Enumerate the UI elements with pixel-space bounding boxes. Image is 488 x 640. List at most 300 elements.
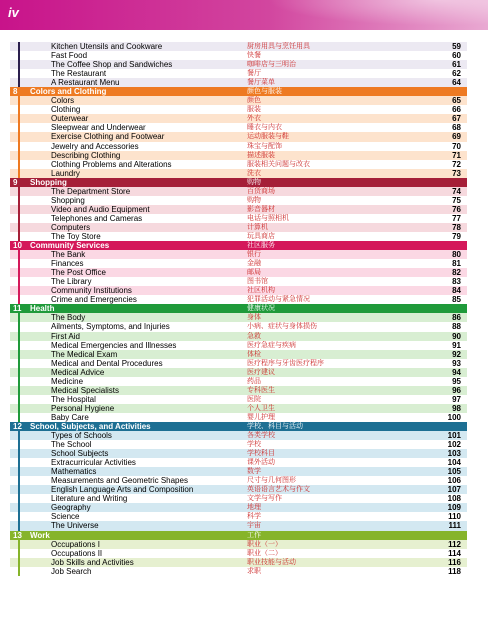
- page-number-ref: 83: [452, 277, 461, 287]
- topic-title: Medical Advice: [51, 367, 105, 377]
- topic-title-chinese: 百货商场: [247, 186, 275, 195]
- toc-entry[interactable]: [10, 196, 467, 205]
- header-decoration: [238, 0, 488, 30]
- toc-entry[interactable]: [10, 259, 467, 268]
- unit-color-bar-segment: [18, 467, 20, 476]
- toc-entry[interactable]: [10, 142, 467, 151]
- topic-title: Computers: [51, 222, 91, 232]
- unit-color-bar-segment: [18, 205, 20, 214]
- unit-color-bar-segment: [18, 377, 20, 386]
- page-number-ref: 88: [452, 322, 461, 332]
- unit-color-bar-segment: [18, 295, 20, 304]
- toc-entry[interactable]: [10, 567, 467, 576]
- topic-title: First Aid: [51, 331, 80, 341]
- topic-title-chinese: 医院: [247, 394, 261, 403]
- topic-title-chinese: 学校: [247, 440, 261, 449]
- page-number-ref: 69: [452, 132, 461, 142]
- topic-title-chinese: 银行: [247, 250, 261, 259]
- topic-title: Occupations I: [51, 539, 100, 549]
- toc-entry[interactable]: [10, 114, 467, 123]
- page-number-ref: 92: [452, 349, 461, 359]
- topic-title-chinese: 餐厅: [247, 69, 261, 78]
- topic-title: Sleepwear and Underwear: [51, 123, 146, 133]
- topic-title: Laundry: [51, 168, 80, 178]
- topic-title-chinese: 宇宙: [247, 521, 261, 530]
- unit-color-bar-segment: [18, 512, 20, 521]
- page-number-ref: 109: [447, 503, 461, 513]
- topic-title-chinese: 计算机: [247, 222, 268, 231]
- topic-title-chinese: 犯罪活动与紧急情况: [247, 295, 310, 304]
- topic-title: Medical and Dental Procedures: [51, 358, 163, 368]
- unit-section: [10, 42, 467, 87]
- unit-title: Shopping: [30, 177, 67, 187]
- toc-entry[interactable]: [10, 476, 467, 485]
- unit-color-bar-segment: [18, 386, 20, 395]
- topic-title-chinese: 职业（二）: [247, 548, 282, 557]
- topic-title-chinese: 邮局: [247, 268, 261, 277]
- topic-title-chinese: 外衣: [247, 114, 261, 123]
- toc-entry[interactable]: [10, 205, 467, 214]
- toc-entry[interactable]: [10, 78, 467, 87]
- unit-color-bar-segment: [18, 350, 20, 359]
- unit-header: [10, 304, 467, 313]
- topic-title-chinese: 影音器材: [247, 204, 275, 213]
- topic-title: Medical Emergencies and Illnesses: [51, 340, 177, 350]
- toc-entry[interactable]: [10, 449, 467, 458]
- unit-color-bar-segment: [18, 341, 20, 350]
- topic-title: The Coffee Shop and Sandwiches: [51, 60, 173, 70]
- unit-header-content: [10, 178, 467, 187]
- topic-title: Personal Hygiene: [51, 403, 115, 413]
- unit-color-bar-segment: [18, 123, 20, 132]
- toc-entry[interactable]: [10, 558, 467, 567]
- topic-title: Ailments, Symptoms, and Injuries: [51, 322, 170, 332]
- unit-color-bar-segment: [18, 332, 20, 341]
- topic-title: School Subjects: [51, 449, 109, 459]
- toc-entry[interactable]: [10, 512, 467, 521]
- topic-title: The Toy Store: [51, 231, 101, 241]
- unit-color-bar-segment: [18, 105, 20, 114]
- toc-entry[interactable]: [10, 549, 467, 558]
- page-number-ref: 59: [452, 42, 461, 51]
- unit-color-bar-segment: [18, 187, 20, 196]
- unit-color-bar-segment: [18, 259, 20, 268]
- page-number-ref: 74: [452, 186, 461, 196]
- unit-color-bar-segment: [18, 395, 20, 404]
- topic-title: Types of Schools: [51, 431, 112, 441]
- unit-number: 9: [13, 177, 18, 187]
- toc-entry[interactable]: [10, 485, 467, 494]
- topic-title-chinese: 玩具商店: [247, 231, 275, 240]
- topic-title: Kitchen Utensils and Cookware: [51, 42, 163, 51]
- topic-title: The Hospital: [51, 394, 96, 404]
- page-number-ref: 116: [448, 557, 461, 567]
- page-number-ref: 112: [448, 539, 461, 549]
- topic-title: Crime and Emergencies: [51, 295, 137, 305]
- unit-color-bar-segment: [18, 169, 20, 178]
- page-number-ref: 102: [447, 440, 461, 450]
- page-number-ref: 66: [452, 105, 461, 115]
- topic-title-chinese: 职业技能与活动: [247, 557, 296, 566]
- toc-entry[interactable]: [10, 232, 467, 241]
- topic-title: Colors: [51, 96, 75, 106]
- unit-number: 13: [13, 530, 22, 540]
- unit-title-chinese: 工作: [247, 530, 261, 539]
- topic-title-chinese: 珠宝与配饰: [247, 141, 282, 150]
- unit-header-content: [10, 531, 467, 540]
- page-number-ref: 95: [452, 376, 461, 386]
- toc-entry[interactable]: [10, 458, 467, 467]
- unit-color-bar-segment: [18, 567, 20, 576]
- toc-entry[interactable]: [10, 494, 467, 503]
- topic-title: Measurements and Geometric Shapes: [51, 476, 188, 486]
- toc-entry[interactable]: [10, 386, 467, 395]
- unit-title-chinese: 健康状况: [247, 304, 275, 313]
- unit-color-bar-segment: [18, 42, 20, 51]
- page-header-band: [0, 0, 488, 30]
- page-number-ref: 61: [452, 60, 461, 70]
- topic-title: Mathematics: [51, 467, 97, 477]
- unit-title: Work: [30, 530, 50, 540]
- topic-title: Geography: [51, 503, 91, 513]
- page-number-ref: 97: [452, 394, 461, 404]
- toc-entry[interactable]: [10, 322, 467, 331]
- toc-entry[interactable]: [10, 359, 467, 368]
- unit-color-bar-segment: [18, 359, 20, 368]
- unit-header: [10, 87, 467, 96]
- page-number-ref: 108: [447, 494, 461, 504]
- topic-title: Describing Clothing: [51, 150, 121, 160]
- page-number-ref: 80: [452, 250, 461, 260]
- topic-title: Outerwear: [51, 114, 89, 124]
- topic-title: The Bank: [51, 250, 86, 260]
- topic-title: The Universe: [51, 521, 99, 531]
- toc-entry[interactable]: [10, 521, 467, 530]
- unit-color-bar-segment: [18, 142, 20, 151]
- toc-entry[interactable]: [10, 395, 467, 404]
- unit-header: [10, 422, 467, 431]
- page-number-ref: 93: [452, 358, 461, 368]
- page-number-ref: 114: [448, 548, 461, 558]
- unit-color-bar-segment: [18, 458, 20, 467]
- topic-title-chinese: 电话与照相机: [247, 213, 289, 222]
- topic-title: Medical Specialists: [51, 385, 120, 395]
- toc-entry[interactable]: [10, 540, 467, 549]
- toc-entry[interactable]: [10, 151, 467, 160]
- page-number-ref: 76: [452, 204, 461, 214]
- topic-title-chinese: 身体: [247, 313, 261, 322]
- page-number-ref: 105: [447, 467, 461, 477]
- topic-title: The Body: [51, 313, 86, 323]
- topic-title-chinese: 体检: [247, 349, 261, 358]
- toc-entry[interactable]: [10, 503, 467, 512]
- toc-entry[interactable]: [10, 42, 467, 51]
- topic-title-chinese: 科学: [247, 512, 261, 521]
- topic-title: Telephones and Cameras: [51, 213, 143, 223]
- unit-section: [10, 422, 467, 531]
- toc-entry[interactable]: [10, 350, 467, 359]
- toc-entry[interactable]: [10, 313, 467, 322]
- unit-title-chinese: 颜色与服装: [247, 87, 282, 96]
- page-number-ref: 107: [447, 485, 461, 495]
- unit-color-bar-segment: [18, 494, 20, 503]
- page-number-ref: 79: [452, 231, 461, 241]
- topic-title-chinese: 学校科目: [247, 449, 275, 458]
- page-number-ref: 62: [452, 69, 461, 79]
- topic-title-chinese: 专科医生: [247, 385, 275, 394]
- page-number-ref: 60: [452, 51, 461, 61]
- page-number-ref: 104: [447, 458, 461, 468]
- toc-entry[interactable]: [10, 160, 467, 169]
- topic-title-chinese: 厨房用具与烹饪用具: [247, 42, 310, 50]
- topic-title-chinese: 服装: [247, 105, 261, 114]
- topic-title-chinese: 个人卫生: [247, 403, 275, 412]
- topic-title-chinese: 运动服装与鞋: [247, 132, 289, 141]
- topic-title-chinese: 睡衣与内衣: [247, 123, 282, 132]
- topic-title-chinese: 描述服装: [247, 150, 275, 159]
- topic-title: Baby Care: [51, 412, 89, 422]
- topic-title-chinese: 餐厅菜单: [247, 78, 275, 87]
- page-number-ref: 96: [452, 385, 461, 395]
- topic-title-chinese: 尺寸与几何图形: [247, 476, 296, 485]
- page-number-ref: 103: [447, 449, 461, 459]
- topic-title: Occupations II: [51, 548, 103, 558]
- topic-title: The Restaurant: [51, 69, 107, 79]
- unit-color-bar-segment: [18, 250, 20, 259]
- toc-entry[interactable]: [10, 404, 467, 413]
- page-number-ref: 91: [452, 340, 461, 350]
- topic-title-chinese: 婴儿护理: [247, 412, 275, 421]
- unit-color-bar-segment: [18, 160, 20, 169]
- topic-title-chinese: 文学与写作: [247, 494, 282, 503]
- unit-color-bar-segment: [18, 440, 20, 449]
- topic-title: Medicine: [51, 376, 84, 386]
- topic-title: Clothing: [51, 105, 81, 115]
- unit-color-bar-segment: [18, 503, 20, 512]
- toc-entry[interactable]: [10, 332, 467, 341]
- topic-title-chinese: 社区机构: [247, 286, 275, 295]
- page-number-ref: 77: [452, 213, 461, 223]
- topic-title: The School: [51, 440, 92, 450]
- topic-title: English Language Arts and Composition: [51, 485, 194, 495]
- toc-entry[interactable]: [10, 132, 467, 141]
- toc-entry[interactable]: [10, 286, 467, 295]
- toc-entry[interactable]: [10, 105, 467, 114]
- topic-title: Video and Audio Equipment: [51, 204, 150, 214]
- toc-entry[interactable]: [10, 214, 467, 223]
- page-number-ref: 65: [452, 96, 461, 106]
- unit-color-bar-segment: [18, 214, 20, 223]
- page-number-ref: 100: [447, 412, 461, 422]
- toc-entry[interactable]: [10, 440, 467, 449]
- topic-title: Exercise Clothing and Footwear: [51, 132, 165, 142]
- page-number-ref: 98: [452, 403, 461, 413]
- unit-section: [10, 241, 467, 304]
- topic-title-chinese: 职业（一）: [247, 539, 282, 548]
- page-number-ref: 72: [452, 159, 461, 169]
- unit-color-bar-segment: [18, 96, 20, 105]
- topic-title-chinese: 求职: [247, 566, 261, 575]
- topic-title: Science: [51, 512, 80, 522]
- topic-title-chinese: 洗衣: [247, 168, 261, 177]
- page-number-ref: 75: [452, 195, 461, 205]
- unit-number: 8: [13, 87, 18, 97]
- unit-color-bar-segment: [18, 277, 20, 286]
- unit-number: 12: [13, 421, 22, 431]
- unit-header: [10, 241, 467, 250]
- toc-entry[interactable]: [10, 123, 467, 132]
- unit-color-bar-segment: [18, 51, 20, 60]
- topic-title: Finances: [51, 259, 84, 269]
- topic-title-chinese: 快餐: [247, 51, 261, 60]
- page-number-ref: 106: [447, 476, 461, 486]
- topic-title-chinese: 医疗建议: [247, 367, 275, 376]
- unit-header-content: [10, 87, 467, 96]
- unit-section: [10, 304, 467, 422]
- unit-color-bar-segment: [18, 69, 20, 78]
- unit-color-bar-segment: [18, 78, 20, 87]
- topic-title-chinese: 颜色: [247, 96, 261, 105]
- unit-header-content: [10, 241, 467, 250]
- toc-entry[interactable]: [10, 169, 467, 178]
- topic-title-chinese: 各类学校: [247, 431, 275, 440]
- unit-title: Colors and Clothing: [30, 87, 107, 97]
- unit-color-bar-segment: [18, 404, 20, 413]
- unit-color-bar-segment: [18, 313, 20, 322]
- toc-entry[interactable]: [10, 51, 467, 60]
- unit-header-content: [10, 304, 467, 313]
- topic-title-chinese: 数学: [247, 467, 261, 476]
- unit-section: [10, 178, 467, 241]
- topic-title: The Department Store: [51, 186, 131, 196]
- toc-entry[interactable]: [10, 467, 467, 476]
- unit-color-bar-segment: [18, 476, 20, 485]
- topic-title: Extracurricular Activities: [51, 458, 136, 468]
- topic-title-chinese: 购物: [247, 195, 261, 204]
- toc-entry[interactable]: [10, 368, 467, 377]
- unit-section: [10, 531, 467, 576]
- topic-title: Job Skills and Activities: [51, 557, 134, 567]
- unit-color-bar-segment: [18, 286, 20, 295]
- topic-title-chinese: 咖啡店与三明治: [247, 60, 296, 69]
- toc-entry[interactable]: [10, 377, 467, 386]
- unit-color-bar-segment: [18, 449, 20, 458]
- page-number-ref: 81: [452, 259, 461, 269]
- page-number-ref: 110: [448, 512, 461, 522]
- unit-section: [10, 87, 467, 177]
- unit-color-bar-segment: [18, 151, 20, 160]
- page-number-ref: 84: [452, 286, 461, 296]
- unit-color-bar-segment: [18, 549, 20, 558]
- unit-color-bar-segment: [18, 268, 20, 277]
- topic-title-chinese: 图书馆: [247, 277, 268, 286]
- page-number-ref: 111: [448, 521, 461, 531]
- unit-number: 10: [13, 241, 22, 251]
- page-number-ref: 86: [452, 313, 461, 323]
- page-number-ref: 90: [452, 331, 461, 341]
- topic-title: The Library: [51, 277, 92, 287]
- unit-title: School, Subjects, and Activities: [30, 421, 151, 431]
- topic-title-chinese: 小病、症状与身体损伤: [247, 322, 317, 331]
- page-number: iv: [8, 5, 19, 20]
- unit-header: [10, 178, 467, 187]
- topic-title: Literature and Writing: [51, 494, 128, 504]
- unit-color-bar-segment: [18, 60, 20, 69]
- topic-title-chinese: 急救: [247, 331, 261, 340]
- unit-color-bar-segment: [18, 196, 20, 205]
- toc-entry[interactable]: [10, 268, 467, 277]
- topic-title-chinese: 药品: [247, 376, 261, 385]
- topic-title-chinese: 医疗急症与疾病: [247, 340, 296, 349]
- unit-color-bar-segment: [18, 132, 20, 141]
- page-number-ref: 70: [452, 141, 461, 151]
- toc-entry[interactable]: [10, 187, 467, 196]
- unit-color-bar-segment: [18, 232, 20, 241]
- toc-entry[interactable]: [10, 223, 467, 232]
- unit-title: Health: [30, 304, 55, 314]
- toc-entry[interactable]: [10, 277, 467, 286]
- page-number-ref: 64: [452, 78, 461, 88]
- topic-title: The Post Office: [51, 268, 106, 278]
- unit-color-bar-segment: [18, 223, 20, 232]
- unit-color-bar-segment: [18, 521, 20, 530]
- page-number-ref: 71: [452, 150, 461, 160]
- unit-color-bar-segment: [18, 322, 20, 331]
- toc-entry[interactable]: [10, 295, 467, 304]
- toc-entry[interactable]: [10, 341, 467, 350]
- topic-title-chinese: 医疗程序与牙齿医疗程序: [247, 358, 324, 367]
- unit-header-content: [10, 422, 467, 431]
- topic-title: Clothing Problems and Alterations: [51, 159, 172, 169]
- unit-color-bar-segment: [18, 413, 20, 422]
- unit-color-bar-segment: [18, 431, 20, 440]
- page-number-ref: 85: [452, 295, 461, 305]
- table-of-contents: [10, 42, 467, 576]
- topic-title: Job Search: [51, 566, 92, 576]
- page-number-ref: 82: [452, 268, 461, 278]
- unit-color-bar-segment: [18, 540, 20, 549]
- unit-color-bar-segment: [18, 485, 20, 494]
- topic-title-chinese: 英语语言艺术与作文: [247, 485, 310, 494]
- topic-title-chinese: 金融: [247, 259, 261, 268]
- toc-entry[interactable]: [10, 250, 467, 259]
- toc-entry[interactable]: [10, 431, 467, 440]
- topic-title: The Medical Exam: [51, 349, 118, 359]
- unit-title-chinese: 学校、科目与活动: [247, 421, 303, 430]
- unit-title: Community Services: [30, 241, 110, 251]
- unit-color-bar-segment: [18, 368, 20, 377]
- topic-title: Community Institutions: [51, 286, 132, 296]
- unit-header: [10, 531, 467, 540]
- topic-title: A Restaurant Menu: [51, 78, 120, 88]
- topic-title-chinese: 地理: [247, 503, 261, 512]
- toc-entry[interactable]: [10, 96, 467, 105]
- page-number-ref: 94: [452, 367, 461, 377]
- unit-color-bar-segment: [18, 114, 20, 123]
- toc-entry[interactable]: [10, 60, 467, 69]
- toc-entry[interactable]: [10, 413, 467, 422]
- unit-number: 11: [13, 304, 22, 314]
- page-number-ref: 68: [452, 123, 461, 133]
- toc-entry[interactable]: [10, 69, 467, 78]
- topic-title-chinese: 服装相关问题与改衣: [247, 159, 310, 168]
- page-number-ref: 78: [452, 222, 461, 232]
- topic-title: Fast Food: [51, 51, 88, 61]
- page-number-ref: 101: [447, 431, 461, 441]
- unit-color-bar-segment: [18, 558, 20, 567]
- topic-title: Jewelry and Accessories: [51, 141, 139, 151]
- page-number-ref: 73: [452, 168, 461, 178]
